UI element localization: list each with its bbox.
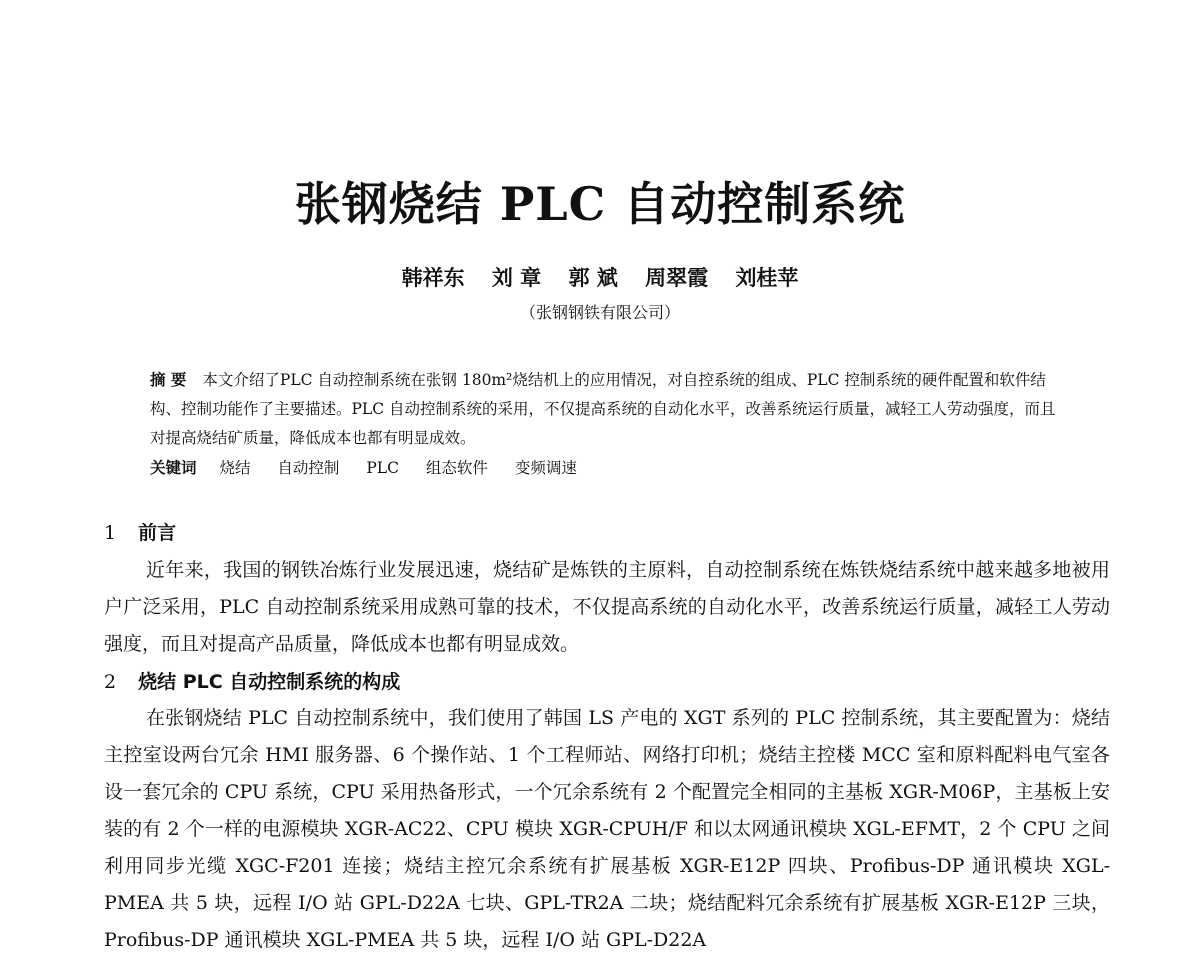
keywords xyxy=(150,456,1070,478)
keyword: 组态软件 xyxy=(425,459,488,477)
abstract-label: 摘 要 xyxy=(150,371,187,389)
author: 郭 斌 xyxy=(568,265,618,290)
keywords-label: 关键词 xyxy=(150,459,197,477)
section-number: 1 xyxy=(104,522,117,544)
section-title: 烧结 PLC 自动控制系统的构成 xyxy=(138,671,401,693)
section-paragraph: 在张钢烧结 PLC 自动控制系统中，我们使用了韩国 LS 产电的 XGT 系列的 PLC 控制系统，其主要配置为：烧结主控室设两台冗余 HMI 服务器、6 个操作站、1 个工程师站、网络打印机；烧结主控楼 MCC 室和原料配料电气室各设一套冗余的 CPU 系统，CPU 采用热备形式，一个冗余系统有 2 个配置完全相同的主基板 XGR-M06P，主基板上安装的有 2 个一样的电源模块 XGR-AC22、CPU 模块 XGR-CPUH/F 和以太网通讯模块 XGL-EFMT，2 个 CPU 之间利用同步光缆 XGC-F201 连接；烧结主控冗余系统有扩展基板 XGR-E12P 四块、Profibus-DP 通讯模块 XGL-PMEA 共 5 块，远程 I/O 站 GPL-D22A 七块、GPL-TR2A 二块；烧结配料冗余系统有扩展基板 XGR-E12P 三块，Profibus-DP 通讯模块 XGL-PMEA 共 5 块，远程 I/O 站 GPL-D22A xyxy=(104,707,1110,951)
keyword: 自动控制 xyxy=(277,459,340,477)
author: 韩祥东 xyxy=(401,265,465,290)
affiliation: （张钢钢铁有限公司） xyxy=(519,303,680,322)
abstract-text: 本文介绍了PLC 自动控制系统在张钢 180m²烧结机上的应用情况，对自控系统的组成、PLC 控制系统的硬件配置和软件结构、控制功能作了主要描述。PLC 自动控制系统的采用，不仅提高系统的自动化水平，改善系统运行质量，减轻工人劳动强度，而且对提高烧结矿质量，降低成本也都有明显成效。 xyxy=(150,371,1056,447)
author-list xyxy=(0,262,1200,292)
section-title: 前言 xyxy=(138,522,177,544)
author: 周翠霞 xyxy=(645,265,709,290)
section-paragraph: 近年来，我国的钢铁冶炼行业发展迅速，烧结矿是炼铁的主原料，自动控制系统在炼铁烧结系统中越来越多地被用户广泛采用，PLC 自动控制系统采用成熟可靠的技术，不仅提高系统的自动化水平，改善系统运行质量，减轻工人劳动强度，而且对提高产品质量，降低成本也都有明显成效。 xyxy=(104,559,1110,655)
paper-title: 张钢烧结 PLC 自动控制系统 xyxy=(294,177,906,231)
keyword: 烧结 xyxy=(219,459,251,477)
section-heading xyxy=(104,667,400,694)
section-heading xyxy=(104,518,176,545)
author: 刘桂苹 xyxy=(735,265,799,290)
abstract xyxy=(150,366,1070,453)
keyword: PLC xyxy=(366,459,399,477)
section-number: 2 xyxy=(104,671,117,693)
keyword: 变频调速 xyxy=(514,459,577,477)
author: 刘 章 xyxy=(491,265,542,290)
